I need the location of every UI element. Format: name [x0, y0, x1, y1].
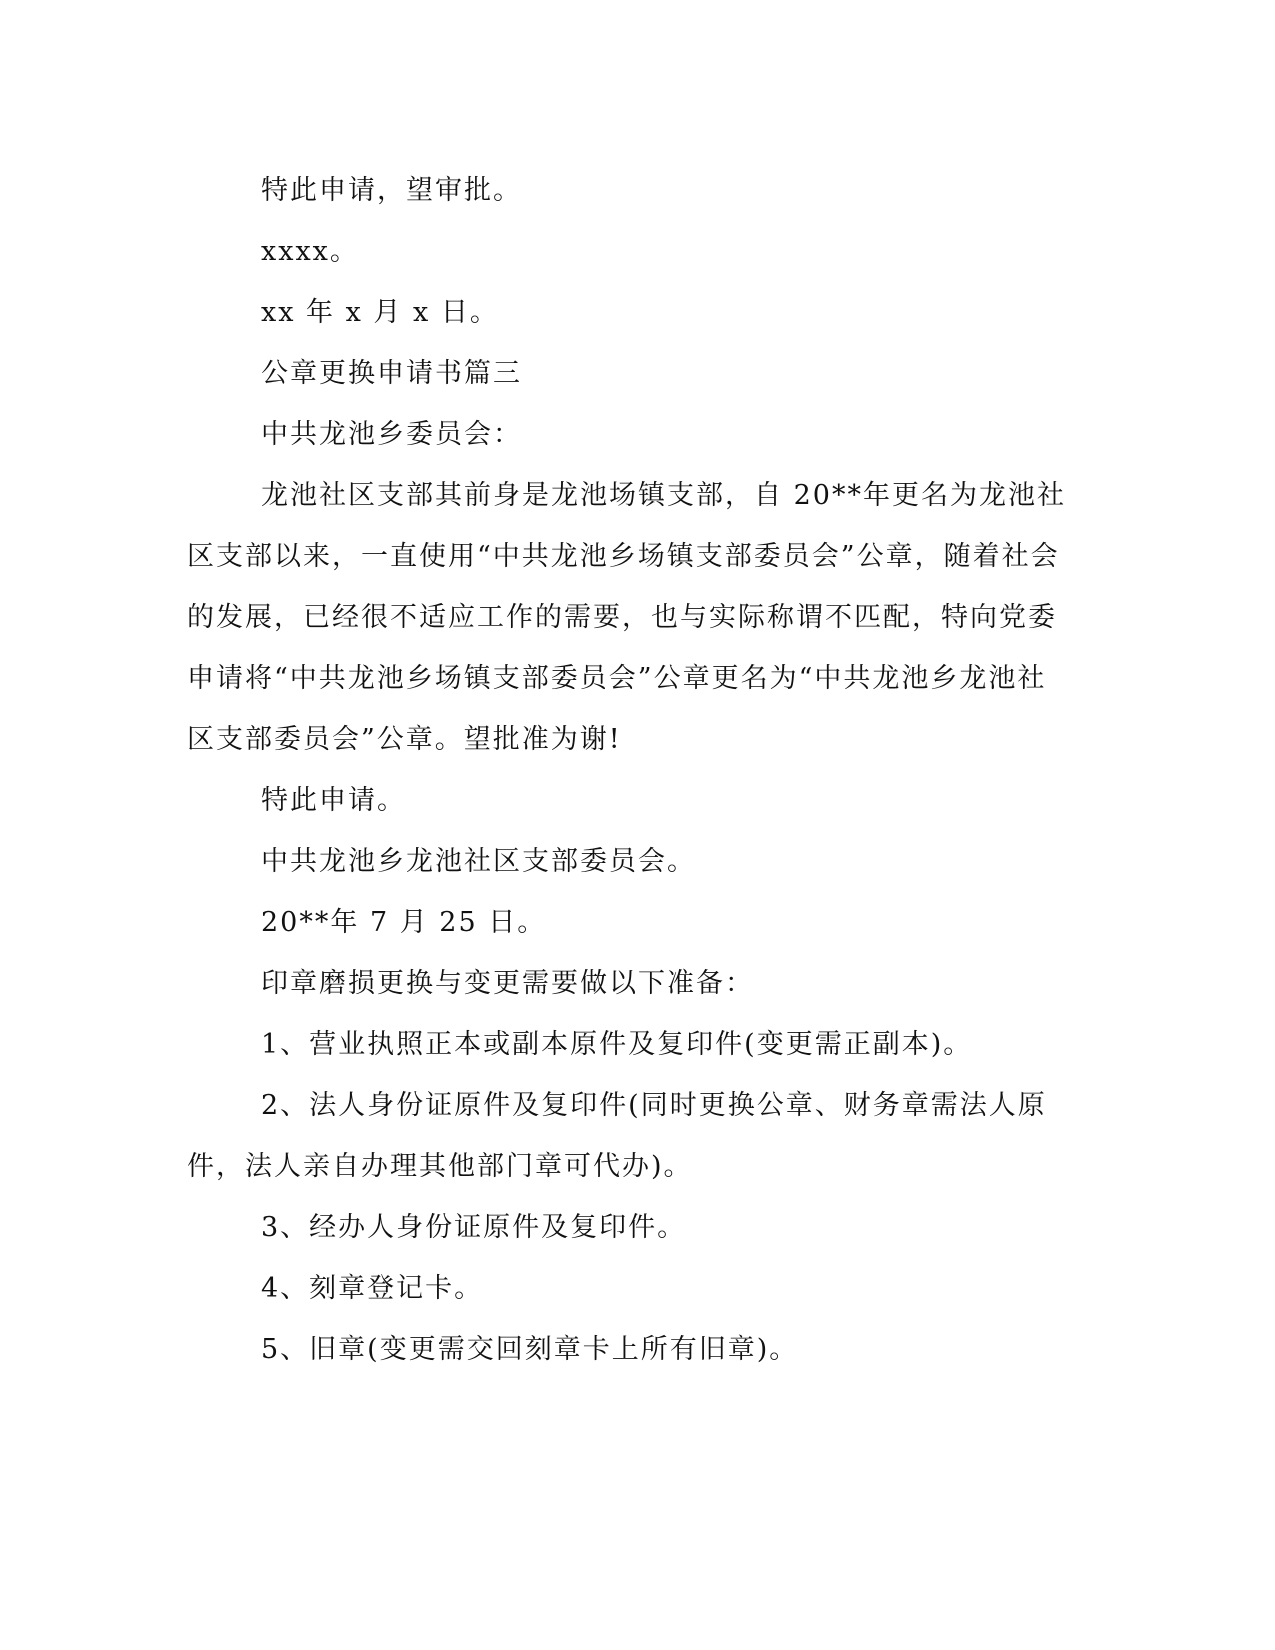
addressee-line: 中共龙池乡委员会： — [261, 419, 522, 450]
body-paragraph: 龙池社区支部其前身是龙池场镇支部，自 20**年更名为龙池社区支部以来，一直使用“中共龙池乡场镇支部委员会”公章，随着社会的发展，已经很不适应工作的需要，也与实际称谓不匹配，特向党委申请将“中共龙池乡场镇支部委员会”公章更名为“中共龙池乡龙池社区支部委员会”公章。望批准为谢! — [187, 480, 1066, 755]
list-item-1: 1、营业执照正本或副本原件及复印件(变更需正副本)。 — [261, 1029, 973, 1060]
closing-request-line: 特此申请，望审批。 — [261, 175, 522, 206]
preparation-heading: 印章磨损更换与变更需要做以下准备： — [261, 968, 754, 999]
list-item-3: 3、经办人身份证原件及复印件。 — [261, 1212, 687, 1243]
document-body — [187, 160, 1075, 1380]
signature-date: 20**年 7 月 25 日。 — [261, 907, 547, 938]
list-item-2: 2、法人身份证原件及复印件(同时更换公章、财务章需法人原件，法人亲自办理其他部门章可代办)。 — [187, 1090, 1047, 1182]
list-item-5: 5、旧章(变更需交回刻章卡上所有旧章)。 — [261, 1334, 799, 1365]
signature-organization: 中共龙池乡龙池社区支部委员会。 — [261, 846, 696, 877]
list-item-4: 4、刻章登记卡。 — [261, 1273, 484, 1304]
date-placeholder: xx 年 x 月 x 日。 — [261, 297, 499, 328]
signature-placeholder: xxxx。 — [261, 236, 359, 267]
section-heading: 公章更换申请书篇三 — [261, 358, 522, 389]
closing-line: 特此申请。 — [261, 785, 406, 816]
